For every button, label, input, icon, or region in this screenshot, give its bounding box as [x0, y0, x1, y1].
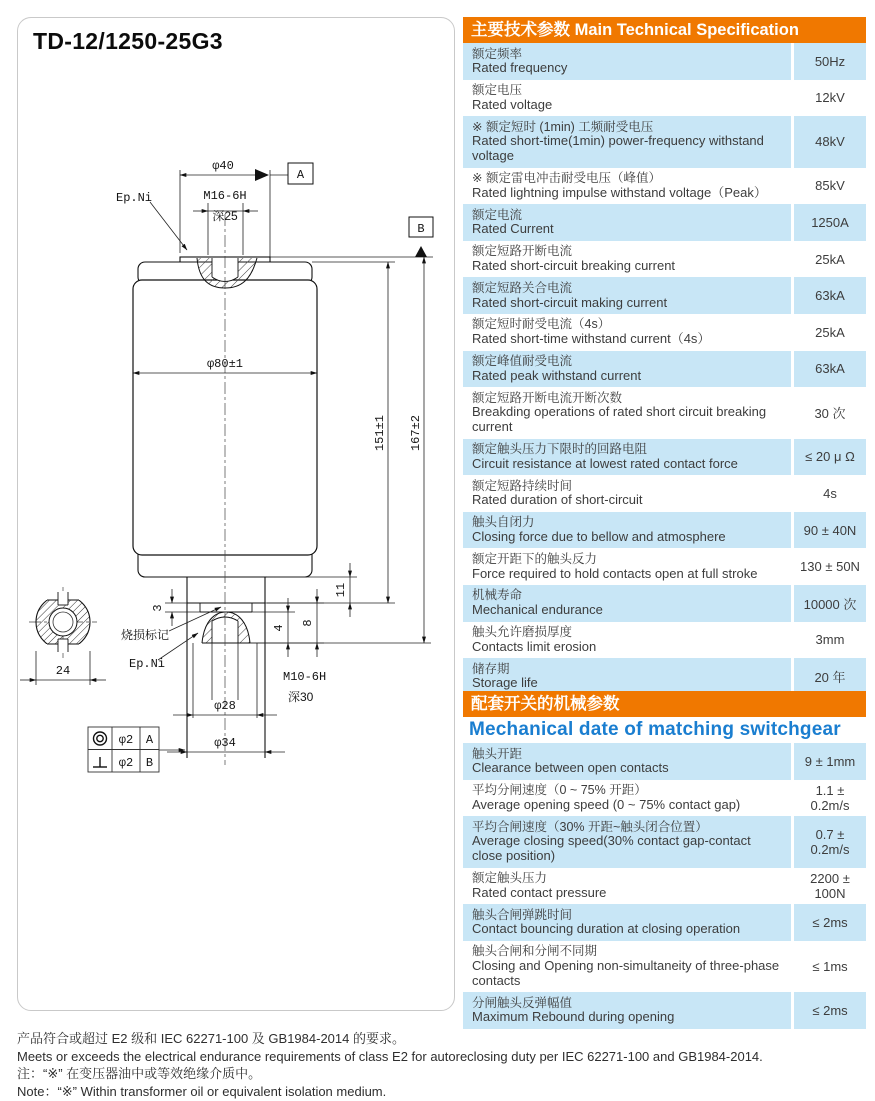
spec-row — [463, 116, 866, 167]
spec-label-cn: 额定短时耐受电流（4s） — [472, 317, 611, 332]
spec-label — [463, 548, 791, 585]
spec-label-en: Rated short-circuit breaking current — [472, 258, 676, 274]
spec-label-en: Average opening speed (0 ~ 75% contact gap) — [472, 796, 741, 812]
fcf-datum-2: B — [145, 756, 154, 770]
spec-label — [463, 43, 791, 80]
spec-label-cn: 分闸触头反弹幅值 — [472, 995, 573, 1010]
spec-label — [463, 622, 791, 659]
spec-label-en: Force required to hold contacts open at full stroke — [472, 565, 758, 581]
spec-label — [463, 168, 791, 205]
spec-label-en: Average closing speed(30% contact gap-contact close position) — [472, 833, 751, 864]
footnote-line: Note：“※” Within transformer oil or equivalent isolation medium. — [17, 1083, 387, 1099]
mechanical-spec-header-cn: 配套开关的机械参数 — [463, 691, 866, 717]
spec-label-en: Rated short-time withstand current（4s） — [472, 331, 711, 347]
fcf-tolerance-1: φ2 — [118, 733, 134, 747]
spec-label — [463, 816, 791, 867]
label-epni-bottom: Ep.Ni — [129, 657, 166, 671]
main-spec-header: 主要技术参数 Main Technical Specification — [463, 17, 866, 43]
spec-label-cn: 触头合闸和分闸不同期 — [472, 944, 598, 959]
spec-row — [463, 314, 866, 351]
spec-row — [463, 241, 866, 278]
spec-value: 3mm — [794, 622, 866, 659]
spec-label — [463, 512, 791, 549]
spec-label-en: Maximum Rebound during opening — [472, 1009, 675, 1025]
spec-label-cn: 额定触头压力下限时的回路电阻 — [472, 442, 648, 457]
spec-label-en: Rated short-circuit making current — [472, 294, 668, 310]
spec-label-en: Rated short-time(1min) power-frequency withstand voltage — [472, 133, 764, 164]
footnote-line: Meets or exceeds the electrical endurance requirements of class E2 for autoreclosing duty per IEC 62271-100 and GB1984-2014. — [17, 1048, 763, 1064]
spec-value: 2200 ± 100N — [794, 868, 866, 905]
spec-row — [463, 387, 866, 438]
spec-value: 48kV — [794, 116, 866, 167]
spec-value: 1250A — [794, 204, 866, 241]
spec-label-cn: 触头合闸弹跳时间 — [472, 907, 573, 922]
spec-label-en: Closing and Opening non-simultaneity of three-phase contacts — [472, 958, 780, 988]
spec-label-cn: 额定短路关合电流 — [472, 280, 573, 295]
spec-label — [463, 80, 791, 117]
spec-row — [463, 277, 866, 314]
spec-label-cn: 触头自闭力 — [472, 515, 535, 530]
mechanical-spec-table — [463, 691, 866, 1029]
dim-11: 11 — [334, 582, 348, 598]
dim-deep30: 深30 — [288, 690, 314, 704]
spec-label — [463, 116, 791, 167]
spec-row — [463, 512, 866, 549]
spec-row — [463, 816, 866, 867]
spec-label-cn: 额定短路开断电流开断次数 — [472, 390, 623, 405]
spec-label-cn: 额定频率 — [472, 46, 523, 61]
spec-label-en: Rated Current — [472, 221, 554, 237]
spec-label-en: Contact bouncing duration at closing operation — [472, 921, 741, 937]
spec-row — [463, 658, 866, 695]
spec-value: ≤ 1ms — [794, 941, 866, 992]
stem-section-view — [29, 591, 97, 653]
label-epni-top: Ep.Ni — [116, 191, 153, 205]
spec-label-en: Mechanical endurance — [472, 602, 603, 618]
dim-4: 4 — [272, 624, 286, 632]
spec-label-en: Rated frequency — [472, 60, 568, 76]
bottom-stem-fill — [187, 569, 265, 758]
spec-label-cn: 机械寿命 — [472, 588, 523, 603]
spec-row — [463, 743, 866, 780]
spec-value: 30 次 — [794, 387, 866, 438]
spec-row — [463, 941, 866, 992]
spec-label-cn: 额定开距下的触头反力 — [472, 551, 598, 566]
spec-value: 10000 次 — [794, 585, 866, 622]
spec-label — [463, 204, 791, 241]
dim-phi80: φ80±1 — [206, 357, 244, 371]
spec-label — [463, 475, 791, 512]
dim-phi28: φ28 — [214, 699, 236, 713]
spec-row — [463, 204, 866, 241]
spec-value: 130 ± 50N — [794, 548, 866, 585]
spec-label — [463, 658, 791, 695]
spec-value: 1.1 ± 0.2m/s — [794, 780, 866, 817]
spec-label-cn: ※ 额定雷电冲击耐受电压（峰值） — [472, 171, 661, 186]
spec-label-en: Rated lightning impulse withstand voltage（Peak） — [472, 184, 767, 200]
mechanical-spec-header-en: Mechanical date of matching switchgear — [469, 719, 841, 740]
spec-label-en: Closing force due to bellow and atmosphere — [472, 529, 726, 545]
spec-label — [463, 585, 791, 622]
spec-row — [463, 904, 866, 941]
dim-phi40: φ40 — [212, 159, 234, 173]
spec-label-cn: 额定峰值耐受电流 — [472, 354, 573, 369]
spec-label-en: Rated contact pressure — [472, 884, 607, 900]
main-spec-rows — [463, 43, 866, 695]
dim-167: 167±2 — [409, 414, 423, 452]
spec-label-cn: 额定短路开断电流 — [472, 244, 573, 259]
spec-value: 25kA — [794, 241, 866, 278]
spec-row — [463, 43, 866, 80]
spec-row — [463, 475, 866, 512]
spec-value: ≤ 2ms — [794, 992, 866, 1029]
datum-b-label: B — [417, 222, 425, 236]
spec-value: ≤ 20 μ Ω — [794, 439, 866, 476]
spec-value: 50Hz — [794, 43, 866, 80]
spec-label — [463, 439, 791, 476]
spec-row — [463, 351, 866, 388]
spec-label-en: Breakding operations of rated short circuit breaking current — [472, 404, 767, 435]
spec-label-cn: 额定电压 — [472, 83, 523, 98]
spec-label-cn: 平均合闸速度（30% 开距~触头闭合位置） — [472, 819, 708, 834]
spec-label — [463, 743, 791, 780]
spec-row — [463, 780, 866, 817]
label-burn-mark: 烧损标记 — [121, 628, 170, 642]
footnote-line: 注：“※” 在变压器油中或等效绝缘介质中。 — [17, 1066, 262, 1081]
dim-m16: M16-6H — [203, 189, 247, 203]
spec-label-en: Contacts limit erosion — [472, 638, 597, 654]
dim-3: 3 — [151, 604, 165, 612]
technical-drawing — [17, 17, 455, 1011]
spec-row — [463, 868, 866, 905]
spec-label — [463, 314, 791, 351]
spec-row — [463, 548, 866, 585]
dim-24: 24 — [55, 664, 71, 678]
spec-value: 63kA — [794, 277, 866, 314]
spec-label — [463, 904, 791, 941]
mechanical-spec-rows — [463, 743, 866, 1029]
spec-label-cn: 触头允许磨损厚度 — [472, 625, 573, 639]
dim-deep25: 深25 — [212, 209, 238, 223]
dim-phi34: φ34 — [214, 736, 236, 750]
spec-value: 25kA — [794, 314, 866, 351]
spec-value: 9 ± 1mm — [794, 743, 866, 780]
product-model-title: TD-12/1250-25G3 — [33, 28, 223, 54]
spec-label — [463, 351, 791, 388]
spec-value: 4s — [794, 475, 866, 512]
spec-label-en: Rated peak withstand current — [472, 367, 642, 383]
fcf-tolerance-2: φ2 — [118, 756, 134, 770]
spec-value: 20 年 — [794, 658, 866, 695]
spec-label-cn: 触头开距 — [472, 746, 523, 761]
spec-value: 12kV — [794, 80, 866, 117]
spec-label — [463, 780, 791, 817]
spec-label-cn: 储存期 — [472, 661, 510, 676]
dim-151: 151±1 — [373, 414, 387, 452]
spec-label-en: Storage life — [472, 675, 538, 691]
spec-label — [463, 387, 791, 438]
spec-label — [463, 277, 791, 314]
spec-row — [463, 439, 866, 476]
fcf-datum-1: A — [145, 733, 154, 747]
spec-value: ≤ 2ms — [794, 904, 866, 941]
spec-label-en: Rated voltage — [472, 96, 553, 112]
spec-label-en: Clearance between open contacts — [472, 760, 669, 776]
spec-label-cn: 额定短路持续时间 — [472, 478, 573, 493]
spec-row — [463, 168, 866, 205]
datum-a-label: A — [296, 168, 305, 182]
spec-label — [463, 941, 791, 992]
spec-label-cn: ※ 额定短时 (1min) 工频耐受电压 — [472, 119, 654, 134]
spec-label — [463, 992, 791, 1029]
spec-label-en: Circuit resistance at lowest rated contact force — [472, 455, 738, 471]
spec-label-cn: 额定电流 — [472, 207, 523, 222]
datum-flag-b — [409, 217, 433, 257]
spec-row — [463, 992, 866, 1029]
spec-label-cn: 平均分闸速度（0 ~ 75% 开距） — [472, 783, 647, 798]
spec-row — [463, 622, 866, 659]
spec-row — [463, 80, 866, 117]
main-spec-table — [463, 17, 866, 695]
feature-control-frame — [88, 727, 159, 772]
spec-label-cn: 额定触头压力 — [472, 871, 548, 886]
footnotes — [17, 1031, 867, 1101]
spec-value: 85kV — [794, 168, 866, 205]
dim-m10: M10-6H — [283, 670, 327, 684]
spec-value: 63kA — [794, 351, 866, 388]
dim-8: 8 — [301, 619, 315, 627]
datum-flag-a — [255, 163, 313, 184]
spec-row — [463, 585, 866, 622]
spec-label — [463, 241, 791, 278]
footnote-line: 产品符合或超过 E2 级和 IEC 62271-100 及 GB1984-2014 的要求。 — [17, 1031, 405, 1046]
spec-value: 90 ± 40N — [794, 512, 866, 549]
spec-label — [463, 868, 791, 905]
spec-value: 0.7 ± 0.2m/s — [794, 816, 866, 867]
spec-label-en: Rated duration of short-circuit — [472, 492, 643, 508]
